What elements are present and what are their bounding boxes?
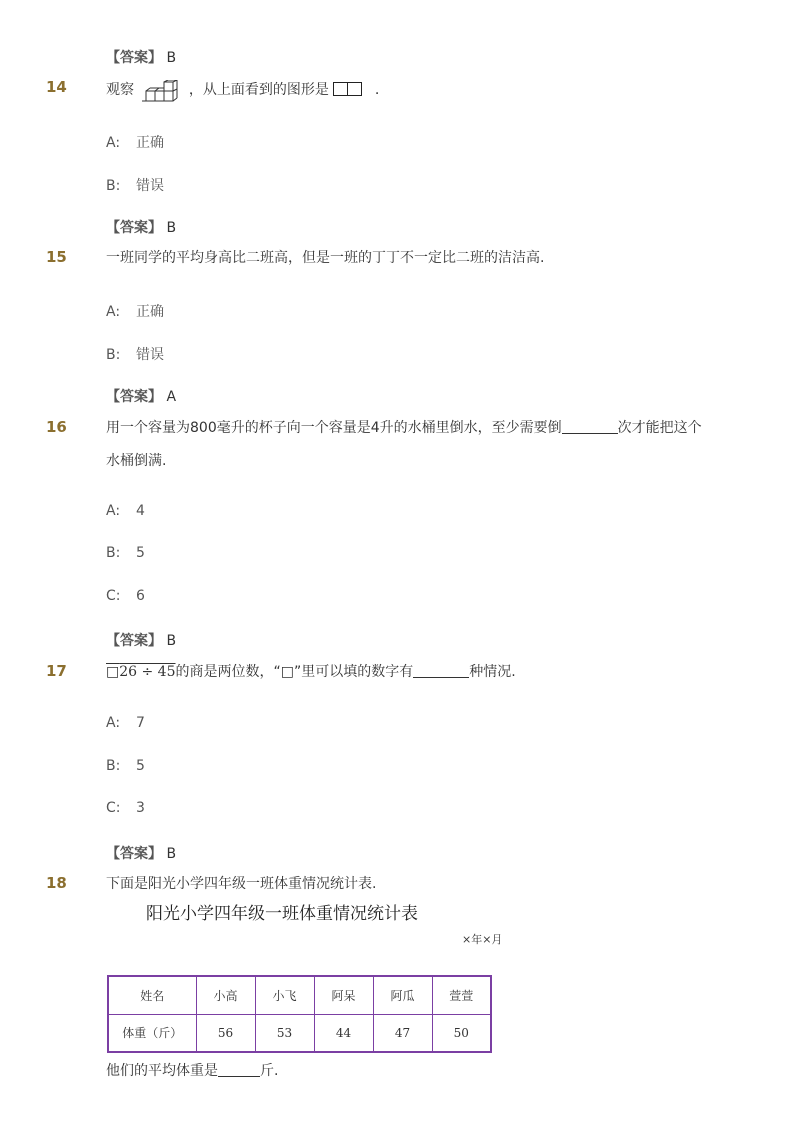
answer-line <box>106 843 176 863</box>
option-text: 5 <box>136 758 145 774</box>
question-text-post: . <box>374 82 380 98</box>
option-text: 6 <box>136 588 145 604</box>
question-text: 下面是阳光小学四年级一班体重情况统计表. <box>106 876 377 892</box>
option-text: 5 <box>136 545 145 561</box>
question-text <box>106 662 516 682</box>
table-cell: 阿瓜 <box>373 976 432 1014</box>
table-cell: 阿呆 <box>314 976 373 1014</box>
option-label: A: <box>106 135 121 151</box>
question-text-line2: 水桶倒满. <box>106 453 167 469</box>
answer-value: B <box>166 220 177 236</box>
expr-text: 26 ÷ 45 <box>119 664 176 680</box>
question-text <box>106 418 702 438</box>
table-cell: 56 <box>196 1014 255 1052</box>
question-text <box>106 80 379 110</box>
answer-label: 【答案】 <box>106 389 162 405</box>
option-a[interactable] <box>106 132 164 152</box>
table-date: ×年×月 <box>462 933 503 946</box>
answer-line <box>106 47 176 67</box>
answer-value: B <box>166 633 177 649</box>
square-box-icon <box>333 82 348 96</box>
option-text: 4 <box>136 503 145 519</box>
question-text-post: 种情况. <box>469 664 516 680</box>
question-text-pre: 用一个容量为800毫升的杯子向一个容量是4升的水桶里倒水，至少需要倒 <box>106 420 562 436</box>
question-text-post: 次才能把这个 <box>617 420 702 436</box>
expr-box: □ <box>106 664 120 680</box>
table-title: 阳光小学四年级一班体重情况统计表 <box>146 904 418 924</box>
question-followup <box>106 1061 278 1081</box>
question-number: 16 <box>46 418 67 436</box>
table-cell: 53 <box>255 1014 314 1052</box>
option-c[interactable] <box>106 800 145 816</box>
question-text-mid: 的商是两位数，“□”里可以填的数字有 <box>175 664 414 680</box>
table-cell: 萱萱 <box>432 976 491 1014</box>
answer-line <box>106 217 176 237</box>
table-cell: 小高 <box>196 976 255 1014</box>
answer-blank <box>562 420 618 434</box>
option-b[interactable] <box>106 344 164 364</box>
option-a[interactable] <box>106 301 164 321</box>
question-text-mid: ，从上面看到的图形是 <box>188 82 329 98</box>
answer-value: A <box>166 389 177 405</box>
answer-label: 【答案】 <box>106 50 162 66</box>
option-label: B: <box>106 758 121 774</box>
answer-label: 【答案】 <box>106 846 162 862</box>
answer-label: 【答案】 <box>106 220 162 236</box>
option-text: 3 <box>136 800 145 816</box>
answer-blank <box>218 1063 260 1077</box>
option-b[interactable] <box>106 175 164 195</box>
option-a[interactable] <box>106 503 145 519</box>
table-header-row <box>108 976 491 1014</box>
option-label: B: <box>106 545 121 561</box>
option-label: A: <box>106 304 121 320</box>
table-row <box>108 1014 491 1052</box>
question-number: 17 <box>46 662 67 680</box>
table-cell: 小飞 <box>255 976 314 1014</box>
question-text: 一班同学的平均身高比二班高，但是一班的丁丁不一定比二班的洁洁高. <box>106 250 545 266</box>
option-text: 7 <box>136 715 145 731</box>
table-cell: 50 <box>432 1014 491 1052</box>
followup-pre: 他们的平均体重是 <box>106 1063 218 1079</box>
option-label: B: <box>106 178 121 194</box>
answer-value: B <box>166 50 177 66</box>
answer-label: 【答案】 <box>106 633 162 649</box>
cube-figure-icon <box>142 80 180 110</box>
option-text: 错误 <box>136 178 164 194</box>
option-label: B: <box>106 347 121 363</box>
math-expression <box>106 664 176 680</box>
option-label: C: <box>106 588 121 604</box>
option-text: 正确 <box>136 304 164 320</box>
table-cell: 体重（斤） <box>108 1014 196 1052</box>
option-text: 正确 <box>136 135 164 151</box>
answer-value: B <box>166 846 177 862</box>
option-b[interactable] <box>106 545 145 561</box>
square-box-icon <box>347 82 362 96</box>
question-number: 18 <box>46 874 67 892</box>
option-label: A: <box>106 503 121 519</box>
followup-post: 斤. <box>260 1063 279 1079</box>
table-cell: 44 <box>314 1014 373 1052</box>
table-cell: 47 <box>373 1014 432 1052</box>
question-text-pre: 观察 <box>106 82 134 98</box>
answer-line <box>106 630 176 650</box>
option-text: 错误 <box>136 347 164 363</box>
answer-line <box>106 386 176 406</box>
question-number: 15 <box>46 248 67 266</box>
weight-table <box>107 975 492 1053</box>
table-cell: 姓名 <box>108 976 196 1014</box>
option-label: A: <box>106 715 121 731</box>
option-label: C: <box>106 800 121 816</box>
option-a[interactable] <box>106 715 145 731</box>
answer-blank <box>413 664 469 678</box>
option-c[interactable] <box>106 588 145 604</box>
question-number: 14 <box>46 78 67 96</box>
option-b[interactable] <box>106 758 145 774</box>
